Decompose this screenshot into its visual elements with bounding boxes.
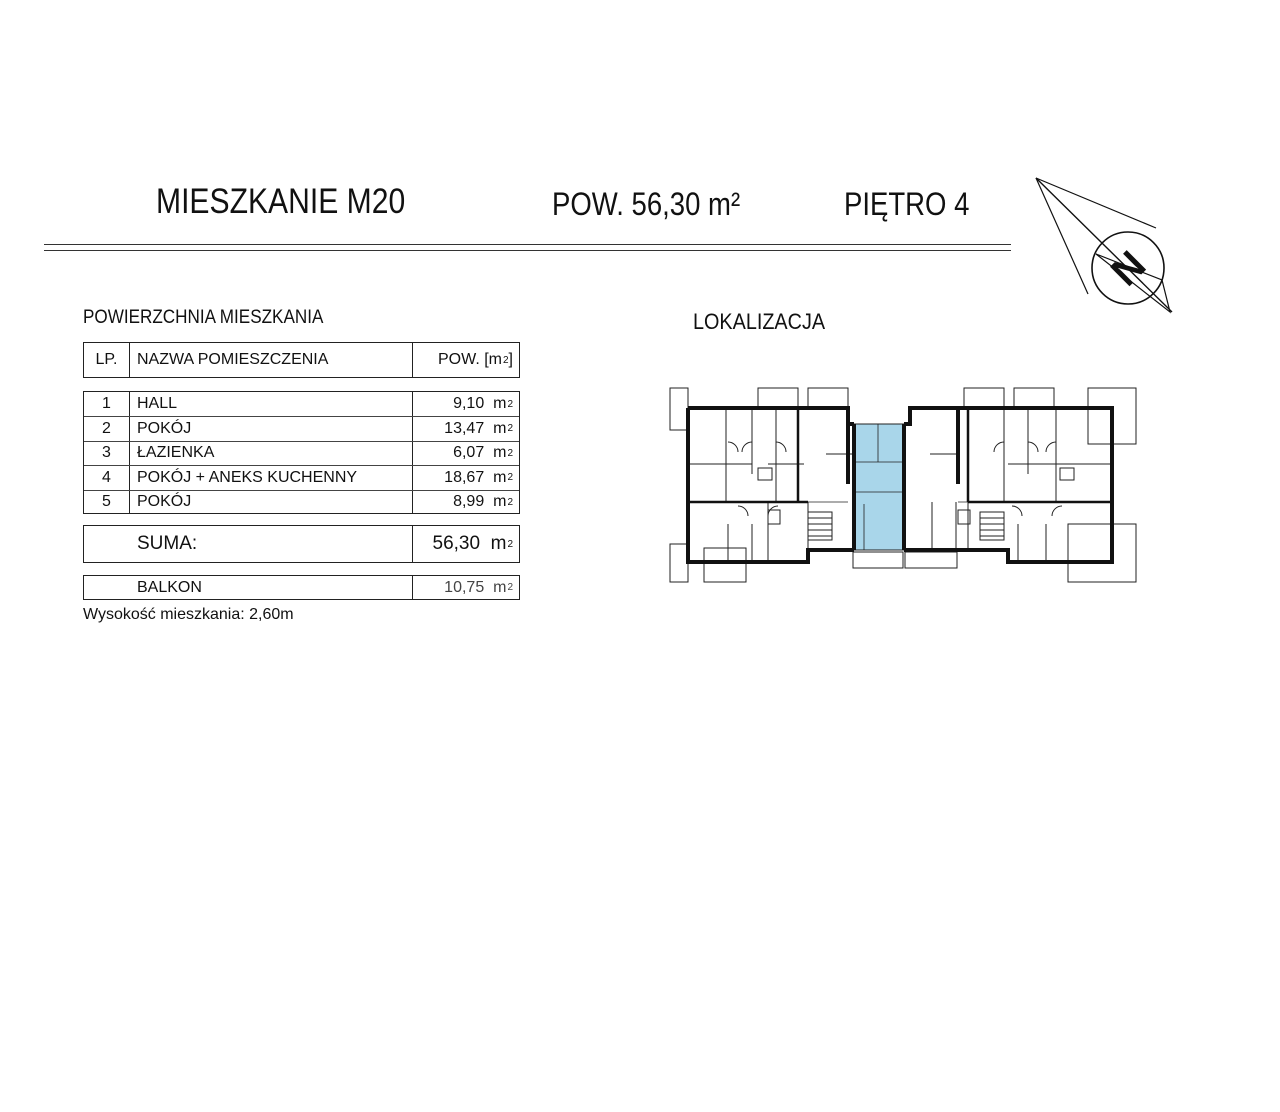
col-lp: LP. [95,351,118,368]
location-heading: LOKALIZACJA [693,309,826,334]
apartment-area: POW. 56,30 m² [552,186,741,222]
table-row: 1 HALL 9,10 m 2 [102,395,513,413]
table-row: 5 POKÓJ 8,99 m 2 [102,493,513,511]
col-area: POW. [m 2 ] [437,351,513,368]
area-section-heading: POWIERZCHNIA MIESZKANIA [83,307,324,328]
apartment-floor: PIĘTRO 4 [844,186,970,222]
balcony-value: 10,75 m 2 [444,578,513,596]
sum-label: SUMA: [137,533,198,554]
highlighted-apartment [854,424,904,550]
header-rule-bottom [44,250,1011,251]
table-row: 3 ŁAZIENKA 6,07 m 2 [102,444,513,462]
sum-row [83,525,520,563]
balcony-row [83,575,520,600]
header-rule-top [44,244,1011,245]
north-letter: N [1102,242,1155,295]
balcony-label: BALKON [137,578,202,596]
col-name: NAZWA POMIESZCZENIA [137,351,329,368]
table-row: 4 POKÓJ + ANEKS KUCHENNY 18,67 m 2 [102,468,513,486]
north-arrow-icon [1030,172,1180,320]
building-floor-plan [668,384,1144,588]
table-row: 2 POKÓJ 13,47 m 2 [102,419,513,437]
sum-value: 56,30 m 2 [432,533,513,554]
apartment-height-note: Wysokość mieszkania: 2,60m [83,606,294,623]
apartment-title: MIESZKANIE M20 [156,182,406,221]
table-header [83,342,520,378]
rooms-table [83,391,520,514]
